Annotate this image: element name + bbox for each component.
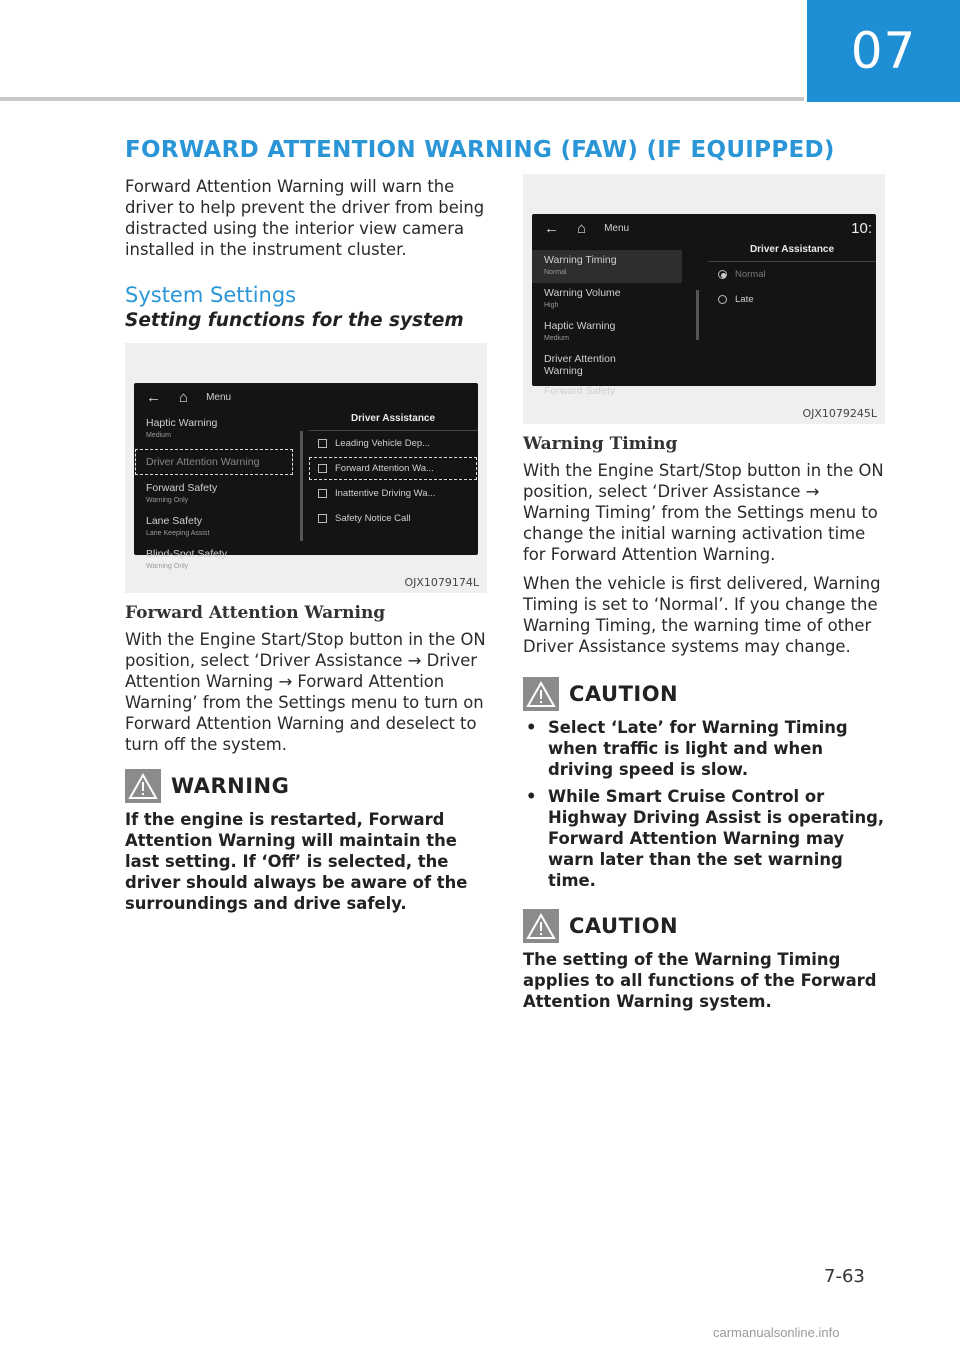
checkbox-icon [318, 439, 327, 448]
caution-triangle-icon [523, 677, 559, 711]
section-title: FORWARD ATTENTION WARNING (FAW) (IF EQUIPPED) [125, 137, 835, 163]
warning-box [125, 769, 487, 914]
radio-option: Normal [708, 262, 876, 287]
list-item-selected: Driver Attention Warning [134, 448, 294, 476]
system-settings-title: System Settings [125, 283, 297, 307]
checkbox-icon [318, 514, 327, 523]
caution-box-2 [523, 909, 885, 1012]
option-item-selected: Forward Attention Wa... [308, 456, 478, 481]
figure-caption: OJX1079174L [404, 576, 479, 589]
page-number: 7-63 [824, 1266, 865, 1287]
divider-bar [300, 431, 303, 541]
radio-option: Late [708, 287, 876, 312]
home-icon: ⌂ [179, 388, 189, 406]
list-item-selected: Warning Timing Normal [532, 250, 682, 283]
radio-selected-icon [718, 270, 727, 279]
intro-text: Forward Attention Warning will warn the driver to help prevent the driver from being distracted using the interior view camera installed in the instrument cluster. [125, 177, 485, 259]
header-rule [0, 97, 804, 101]
caution-list [523, 717, 885, 891]
warning-timing-heading: Warning Timing [523, 434, 678, 454]
back-arrow-icon: ← [146, 388, 161, 406]
warning-timing-body2: When the vehicle is first delivered, Warning Timing is set to ‘Normal’. If you change the Warning Timing, the warning time of other Driver Assistance systems may change. [523, 574, 881, 656]
faw-body: With the Engine Start/Stop button in the ON position, select ‘Driver Assistance → Driver Attention Warning → Forward Attention Warning’ from the Settings menu to turn on Forward Attention Warning and deselect to turn off the system. [125, 630, 486, 754]
caution-box-1 [523, 677, 885, 891]
option-item: Leading Vehicle Dep... [308, 431, 478, 456]
list-item: Driver Attention Warning [544, 353, 616, 377]
list-item: Warning Volume High [544, 287, 621, 309]
clock-text: 10: [851, 219, 872, 237]
system-settings-subtitle: Setting functions for the system [125, 310, 464, 331]
radio-icon [718, 295, 727, 304]
figure-settings-screen [125, 343, 487, 593]
list-item: Lane Safety Lane Keeping Assist [146, 515, 210, 537]
warning-title: WARNING [171, 774, 290, 798]
faw-heading: Forward Attention Warning [125, 603, 386, 623]
list-item: Forward Safety [544, 385, 616, 397]
warning-body: If the engine is restarted, Forward Attention Warning will maintain the last setting. If ‘Off’ is selected, the driver should always be aware of the surroundings and drive safely. [125, 810, 468, 913]
back-arrow-icon: ← [544, 219, 559, 237]
caution-title: CAUTION [569, 914, 679, 938]
figure-caption: OJX1079245L [802, 407, 877, 420]
figure-warning-timing-screen [523, 174, 885, 424]
screen-topbar [532, 214, 876, 242]
panel-title: Driver Assistance [308, 413, 478, 431]
chapter-tab: 07 [807, 0, 960, 102]
list-item: Haptic Warning Medium [544, 320, 616, 342]
left-column [125, 176, 487, 914]
caution-body: The setting of the Warning Timing applies to all functions of the Forward Attention Warning system. [523, 950, 877, 1011]
options-panel [308, 413, 478, 531]
option-item: Safety Notice Call [308, 506, 478, 531]
settings-list [134, 413, 294, 577]
menu-label: Menu [604, 222, 630, 234]
screen-display [532, 214, 876, 397]
warning-triangle-icon [125, 769, 161, 803]
warning-timing-body1: With the Engine Start/Stop button in the ON position, select ‘Driver Assistance → Warning Timing’ from the Settings menu to change the initial warning activation time for Forward Attention Warning. [523, 461, 884, 564]
list-item: Haptic Warning Medium [146, 417, 218, 439]
option-item: Inattentive Driving Wa... [308, 481, 478, 506]
settings-list [532, 250, 682, 401]
panel-title: Driver Assistance [708, 244, 876, 262]
screen-topbar [134, 383, 478, 411]
list-item: • Select ‘Late’ for Warning Timing when traffic is light and when driving speed is slow. [523, 717, 885, 780]
screen-display [134, 383, 478, 570]
list-item: • While Smart Cruise Control or Highway Driving Assist is operating, Forward Attention Warning may warn later than the set warning time. [523, 786, 885, 891]
scrollbar [696, 290, 699, 340]
caution-title: CAUTION [569, 682, 679, 706]
watermark: carmanualsonline.info [713, 1325, 840, 1340]
checkbox-icon [318, 489, 327, 498]
caution-triangle-icon [523, 909, 559, 943]
right-column [523, 174, 885, 1012]
list-item: Forward Safety Warning Only [146, 482, 218, 504]
options-panel [708, 244, 876, 312]
checkbox-icon [318, 464, 327, 473]
menu-label: Menu [206, 391, 232, 403]
list-item: Blind-Spot Safety Warning Only [146, 548, 228, 570]
home-icon: ⌂ [577, 219, 587, 237]
